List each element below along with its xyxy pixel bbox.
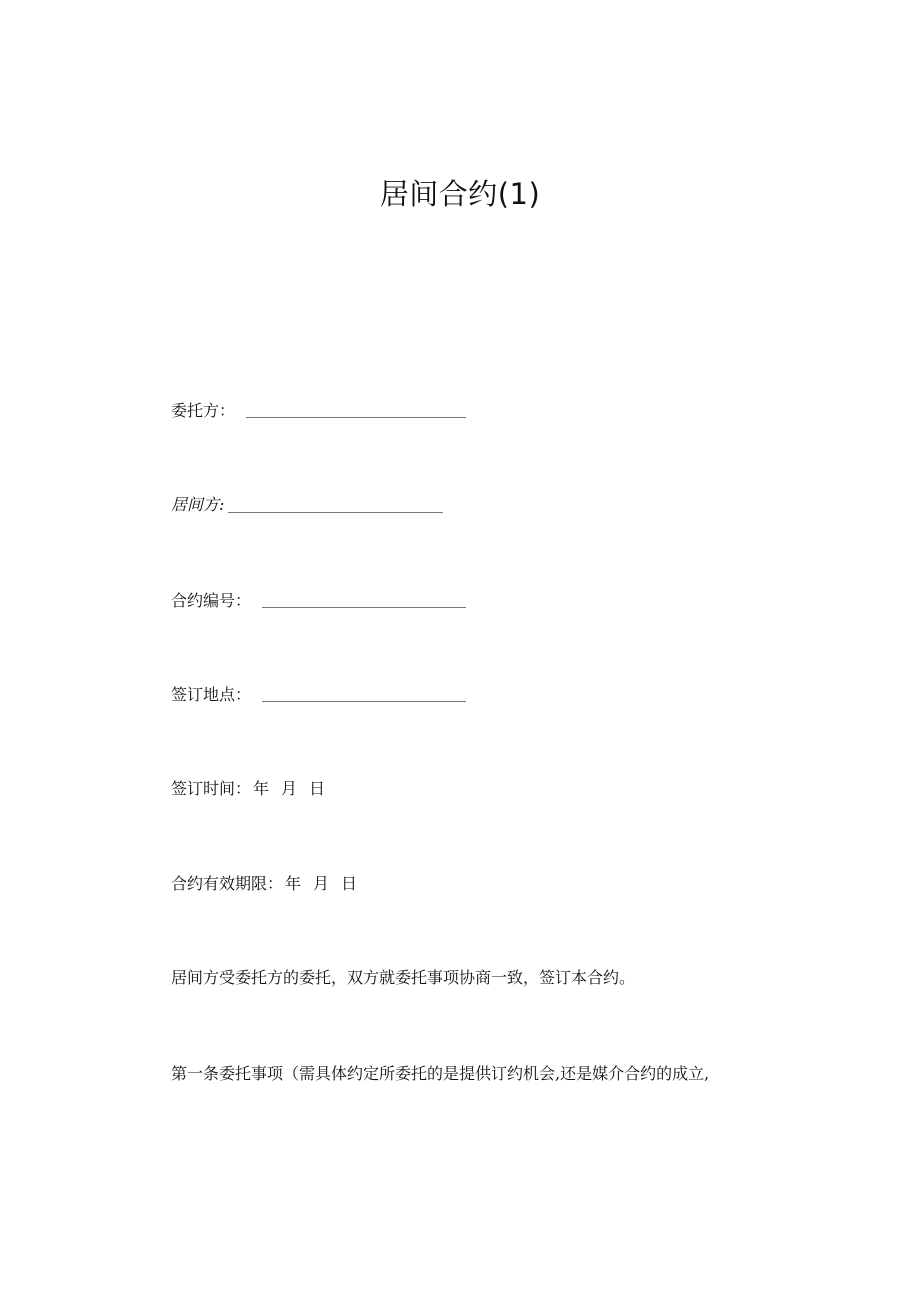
valid-period-field [171,873,357,895]
sign-time-label: 签订时间： [171,779,252,798]
valid-month: 月 [313,874,330,893]
intro-paragraph: 居间方受委托方的委托，双方就委托事项协商一致，签订本合约。 [171,968,636,987]
sign-year: 年 [253,779,270,798]
broker-field [171,494,224,516]
broker-label: 居间方: [171,495,225,514]
valid-day: 日 [341,874,358,893]
contract-no-blank-line [262,607,466,608]
valid-period-label: 合约有效期限： [171,874,284,893]
document-title: 居间合约(1) [379,177,541,211]
sign-place-label: 签订地点： [171,685,252,704]
sign-time-field [171,778,325,800]
article-one-paragraph: 第一条委托事项（需具体约定所委托的是提供订约机会,还是媒介合约的成立, [171,1064,710,1083]
broker-blank-line [228,512,443,513]
sign-place-field [171,684,251,706]
client-label: 委托方： [171,401,236,420]
sign-day: 日 [309,779,326,798]
sign-place-blank-line [262,701,466,702]
contract-no-label: 合约编号： [171,591,252,610]
sign-month: 月 [281,779,298,798]
contract-no-field [171,590,251,612]
valid-year: 年 [285,874,302,893]
client-blank-line [246,417,466,418]
client-field [171,400,235,422]
